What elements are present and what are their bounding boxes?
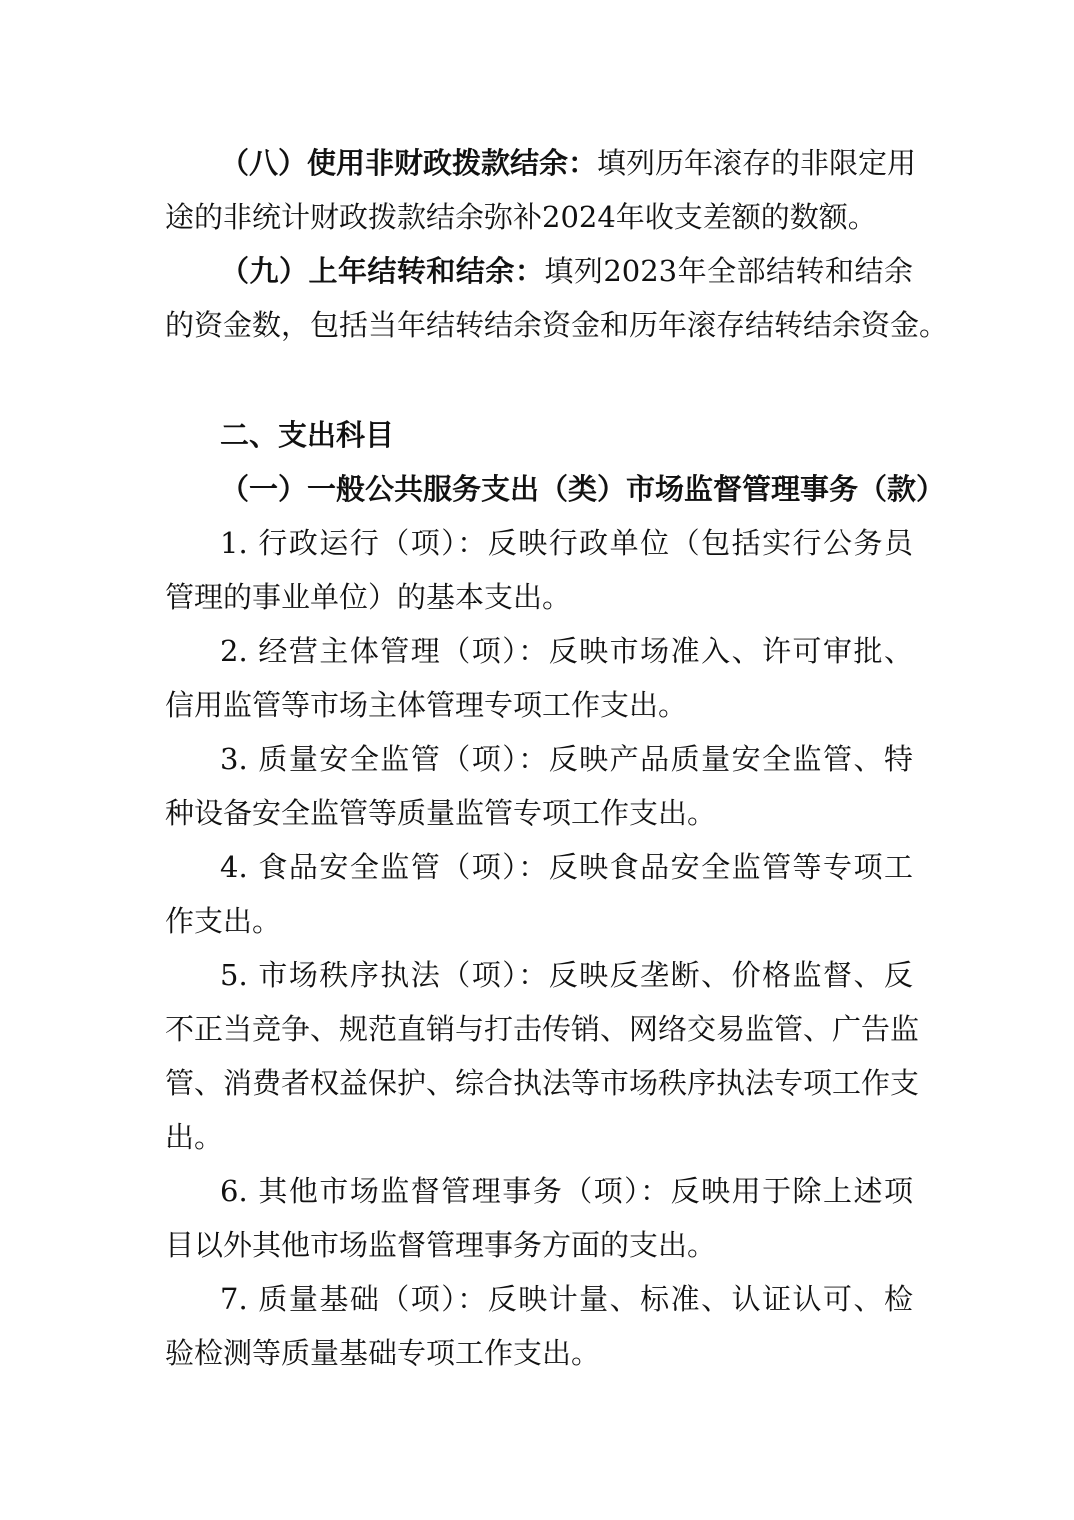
paragraph-8-line-1: （八）使用非财政拨款结余：填列历年滚存的非限定用 xyxy=(220,146,917,180)
subsection-heading: （一）一般公共服务支出（类）市场监督管理事务（款） xyxy=(220,472,946,506)
item-6-line-2: 目以外其他市场监督管理事务方面的支出。 xyxy=(165,1228,717,1262)
item-5-line-2: 不正当竞争、规范直销与打击传销、网络交易监管、广告监 xyxy=(165,1012,920,1046)
item-1-line-2: 管理的事业单位）的基本支出。 xyxy=(165,580,572,614)
item-2-line-1: 2. 经营主体管理（项）：反映市场准入、许可审批、 xyxy=(220,634,913,668)
item-7-line-1: 7. 质量基础（项）：反映计量、标准、认证认可、检 xyxy=(220,1282,913,1316)
item-2-line-2: 信用监管等市场主体管理专项工作支出。 xyxy=(165,688,688,722)
term-8: （八）使用非财政拨款结余： xyxy=(220,146,598,180)
item-list xyxy=(165,516,920,1380)
item-3-line-1: 3. 质量安全监管（项）：反映产品质量安全监管、特 xyxy=(220,742,913,776)
paragraph-9-line-1: （九）上年结转和结余：填列2023年全部结转和结余 xyxy=(220,254,913,288)
paragraph-9-line-2: 的资金数，包括当年结转结余资金和历年滚存结转结余资金。 xyxy=(165,308,949,342)
section-heading: 二、支出科目 xyxy=(220,418,395,452)
item-7-line-2: 验检测等质量基础专项工作支出。 xyxy=(165,1336,601,1370)
item-4-line-2: 作支出。 xyxy=(165,904,282,938)
item-5-line-3: 管、消费者权益保护、综合执法等市场秩序执法专项工作支 xyxy=(165,1066,920,1100)
document-page xyxy=(165,136,949,1380)
paragraph-8-line-2: 途的非统计财政拨款结余弥补2024年收支差额的数额。 xyxy=(165,200,877,234)
item-3-line-2: 种设备安全监管等质量监管专项工作支出。 xyxy=(165,796,717,830)
item-6-line-1: 6. 其他市场监督管理事务（项）：反映用于除上述项 xyxy=(220,1174,913,1208)
term-9: （九）上年结转和结余： xyxy=(220,254,545,288)
item-4-line-1: 4. 食品安全监管（项）：反映食品安全监管等专项工 xyxy=(220,850,913,884)
item-5-line-4: 出。 xyxy=(165,1120,224,1154)
item-5-line-1: 5. 市场秩序执法（项）：反映反垄断、价格监督、反 xyxy=(220,958,913,992)
item-1-line-1: 1. 行政运行（项）：反映行政单位（包括实行公务员 xyxy=(220,526,913,560)
